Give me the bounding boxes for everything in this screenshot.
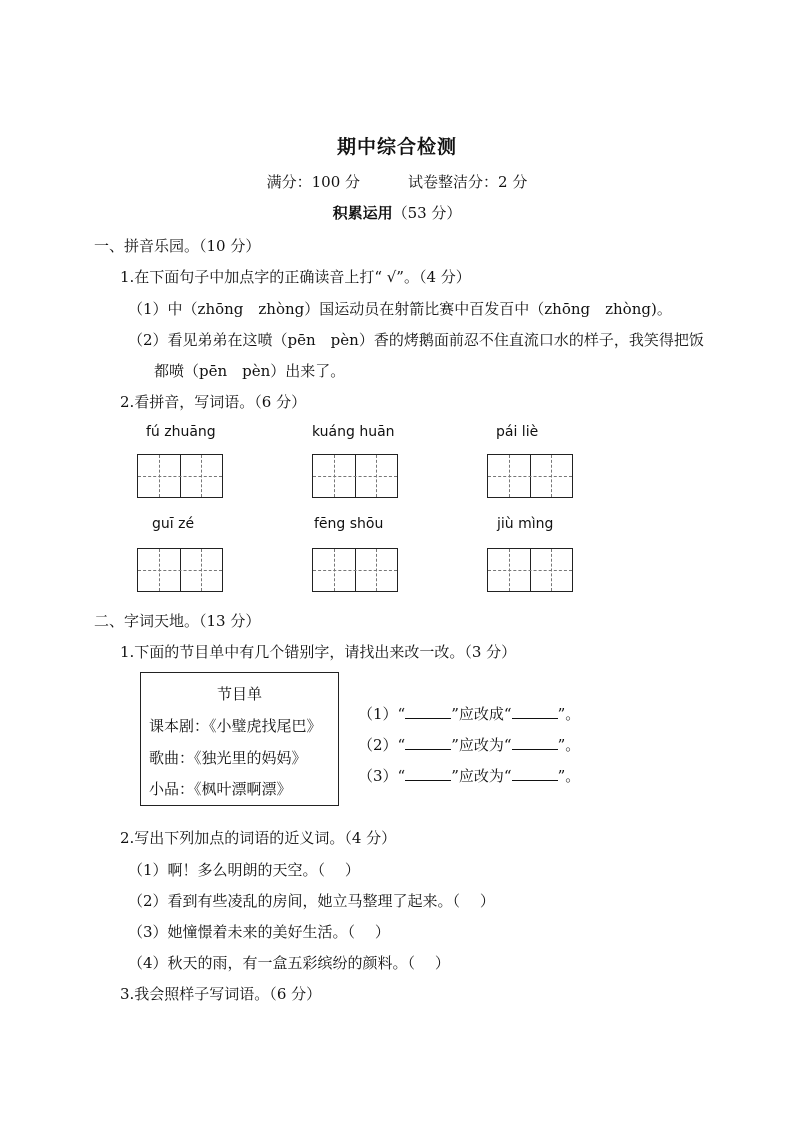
correction-line-1	[358, 703, 580, 724]
answer-blank[interactable]	[512, 706, 558, 719]
correction-text: ”。	[557, 705, 581, 723]
writing-grid[interactable]	[137, 454, 223, 498]
answer-blank[interactable]	[512, 737, 558, 750]
correction-text: ”。	[557, 767, 581, 785]
correction-text: ”应改为“	[451, 736, 512, 754]
answer-blank[interactable]	[512, 768, 558, 781]
part-label: 积累运用	[332, 204, 393, 222]
pinyin-label: kuáng huān	[312, 424, 395, 440]
program-item: 课本剧：《小璧虎找尾巴》	[149, 717, 322, 735]
answer-blank[interactable]	[405, 737, 451, 750]
question-1-1-item-2-cont: 都喷（pēn pèn）出来了。	[154, 362, 346, 380]
section-1-heading: 一、拼音乐园。（10 分）	[94, 237, 261, 255]
synonym-item: （4）秋天的雨，有一盒五彩缤纷的颜料。（ ）	[128, 954, 450, 972]
question-2-2: 2.写出下列加点的词语的近义词。（4 分）	[120, 829, 397, 847]
part-points: （53 分）	[392, 204, 462, 222]
pinyin-label: pái liè	[496, 424, 539, 440]
writing-grid[interactable]	[312, 548, 398, 592]
full-score: 满分：100 分	[266, 173, 361, 191]
question-1-2: 2.看拼音，写词语。（6 分）	[120, 393, 307, 411]
synonym-item: （3）她憧憬着未来的美好生活。（ ）	[128, 923, 390, 941]
synonym-item: （2）看到有些凌乱的房间，她立马整理了起来。（ ）	[128, 892, 495, 910]
pinyin-label: guī zé	[152, 516, 195, 532]
correction-text: ”应改成“	[451, 705, 512, 723]
question-1-1-item-1: （1）中（zhōng zhòng）国运动员在射箭比赛中百发百中（zhōng zhòng)。	[128, 300, 672, 318]
pinyin-label: jiù mìng	[497, 516, 554, 532]
correction-text: （1）“	[358, 705, 406, 723]
program-list-box	[140, 672, 339, 806]
program-list-title: 节目单	[216, 685, 262, 703]
writing-grid[interactable]	[312, 454, 398, 498]
correction-text: ”应改为“	[451, 767, 512, 785]
score-info	[0, 171, 794, 192]
synonym-item: （1）啊！多么明朗的天空。（ ）	[128, 861, 360, 879]
program-item: 小品：《枫叶漂啊漂》	[149, 780, 292, 798]
correction-text: ”。	[557, 736, 581, 754]
correction-line-2	[358, 734, 580, 755]
neatness-score: 试卷整洁分：2 分	[408, 173, 528, 191]
correction-text: （2）“	[358, 736, 406, 754]
pinyin-label: fú zhuāng	[146, 424, 216, 440]
correction-text: （3）“	[358, 767, 406, 785]
answer-blank[interactable]	[405, 706, 451, 719]
correction-line-3	[358, 765, 580, 786]
page-title: 期中综合检测	[336, 136, 457, 158]
question-2-1: 1.下面的节目单中有几个错别字，请找出来改一改。（3 分）	[120, 643, 517, 661]
program-item: 歌曲：《独光里的妈妈》	[149, 749, 307, 767]
question-2-3: 3.我会照样子写词语。（6 分）	[120, 985, 322, 1003]
section-2-heading: 二、字词天地。（13 分）	[94, 612, 261, 630]
writing-grid[interactable]	[487, 548, 573, 592]
part-heading	[0, 202, 794, 223]
question-1-1-item-2: （2）看见弟弟在这喷（pēn pèn）香的烤鹅面前忍不住直流口水的样子，我笑得把饭	[128, 331, 704, 349]
answer-blank[interactable]	[405, 768, 451, 781]
question-1-1: 1.在下面句子中加点字的正确读音上打“ √”。（4 分）	[120, 268, 471, 286]
pinyin-label: fēng shōu	[314, 516, 384, 532]
writing-grid[interactable]	[487, 454, 573, 498]
writing-grid[interactable]	[137, 548, 223, 592]
